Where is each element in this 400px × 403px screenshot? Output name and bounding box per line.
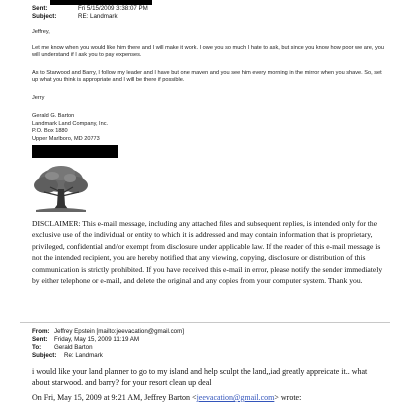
email1-closing: Jerry <box>32 95 45 101</box>
oak-tree-logo-icon <box>32 165 90 215</box>
email2-from-row <box>32 328 184 336</box>
redaction-signature-phone <box>32 145 118 158</box>
subject-value: Re: Landmark <box>64 352 103 359</box>
email2-sent-row <box>32 336 139 344</box>
email1-subject-row <box>32 13 118 21</box>
signature-company: Landmark Land Company, Inc. <box>32 120 109 127</box>
email1-paragraph-1: Let me know when you would like him there and I will make it work. I owe you so much I hate to ask, but since you know how poor we are, you will understand if I ask you to pay expenses. <box>32 45 384 59</box>
quoted-end: > wrote: <box>274 393 302 402</box>
quoted-email-link[interactable]: jeevacation@gmail.com <box>196 393 275 402</box>
from-name: Jeffrey Epstein [mailto: <box>54 328 117 335</box>
email1-paragraph-2: As to Starwood and Barry, I follow my leader and I have but one maven and you see him every morning in the mirror when you shave. So, set up what you think is appropriate and I will be there if possible. <box>32 70 382 84</box>
signature-name: Gerald G. Barton <box>32 113 75 119</box>
subject-label: Subject: <box>32 13 57 20</box>
email-divider <box>20 322 390 323</box>
email2-body: i would like your land planner to go to my island and help sculpt the land,,iad greatly appreicate it.. what about starwood. and barry? for your resort clean up deal <box>32 367 368 387</box>
to-value: Gerald Barton <box>54 344 93 351</box>
from-label: From: <box>32 328 50 335</box>
subject-value: RE: Landmark <box>78 13 118 20</box>
subject-label: Subject: <box>32 352 57 359</box>
quoted-intro-line <box>32 392 301 403</box>
email2-subject-row <box>32 352 103 360</box>
signature-block <box>32 113 108 143</box>
signature-city: Upper Marlboro, MD 20773 <box>32 135 100 142</box>
sent-label: Sent: <box>32 5 48 12</box>
from-close: ] <box>182 328 184 335</box>
sent-value: Fri 5/15/2009 3:38:07 PM <box>78 5 148 12</box>
sent-value: Friday, May 15, 2009 11:19 AM <box>54 336 140 343</box>
quoted-intro: On Fri, May 15, 2009 at 9:21 AM, Jeffrey Barton < <box>32 393 197 402</box>
email1-sent-row <box>32 5 148 13</box>
email2-to-row <box>32 344 93 352</box>
from-email: jeevacation@gmail.com <box>116 328 183 335</box>
signature-po-box: P.O. Box 1880 <box>32 128 68 135</box>
email1-greeting: Jeffrey, <box>32 29 50 35</box>
sent-label: Sent: <box>32 336 48 343</box>
to-label: To: <box>32 344 42 351</box>
disclaimer-text: DISCLAIMER: This e-mail message, including any attached files and subsequent replies, is intended only for the exclusive use of the individual or entity to which it is addressed and may contain information that is proprietary, privileged, confidential and/or exempt from disclosure under applicable law. If the reader of this e-mail message is not the intended recipient, you are hereby notified that any viewing, copying, disclosure or distribution of this communication is strictly prohibited. If you have received this e-mail in error, please notify the sender immediately by either telephone or e-mail, and delete the original and any copies from your computer system. Thank you. <box>32 219 383 286</box>
